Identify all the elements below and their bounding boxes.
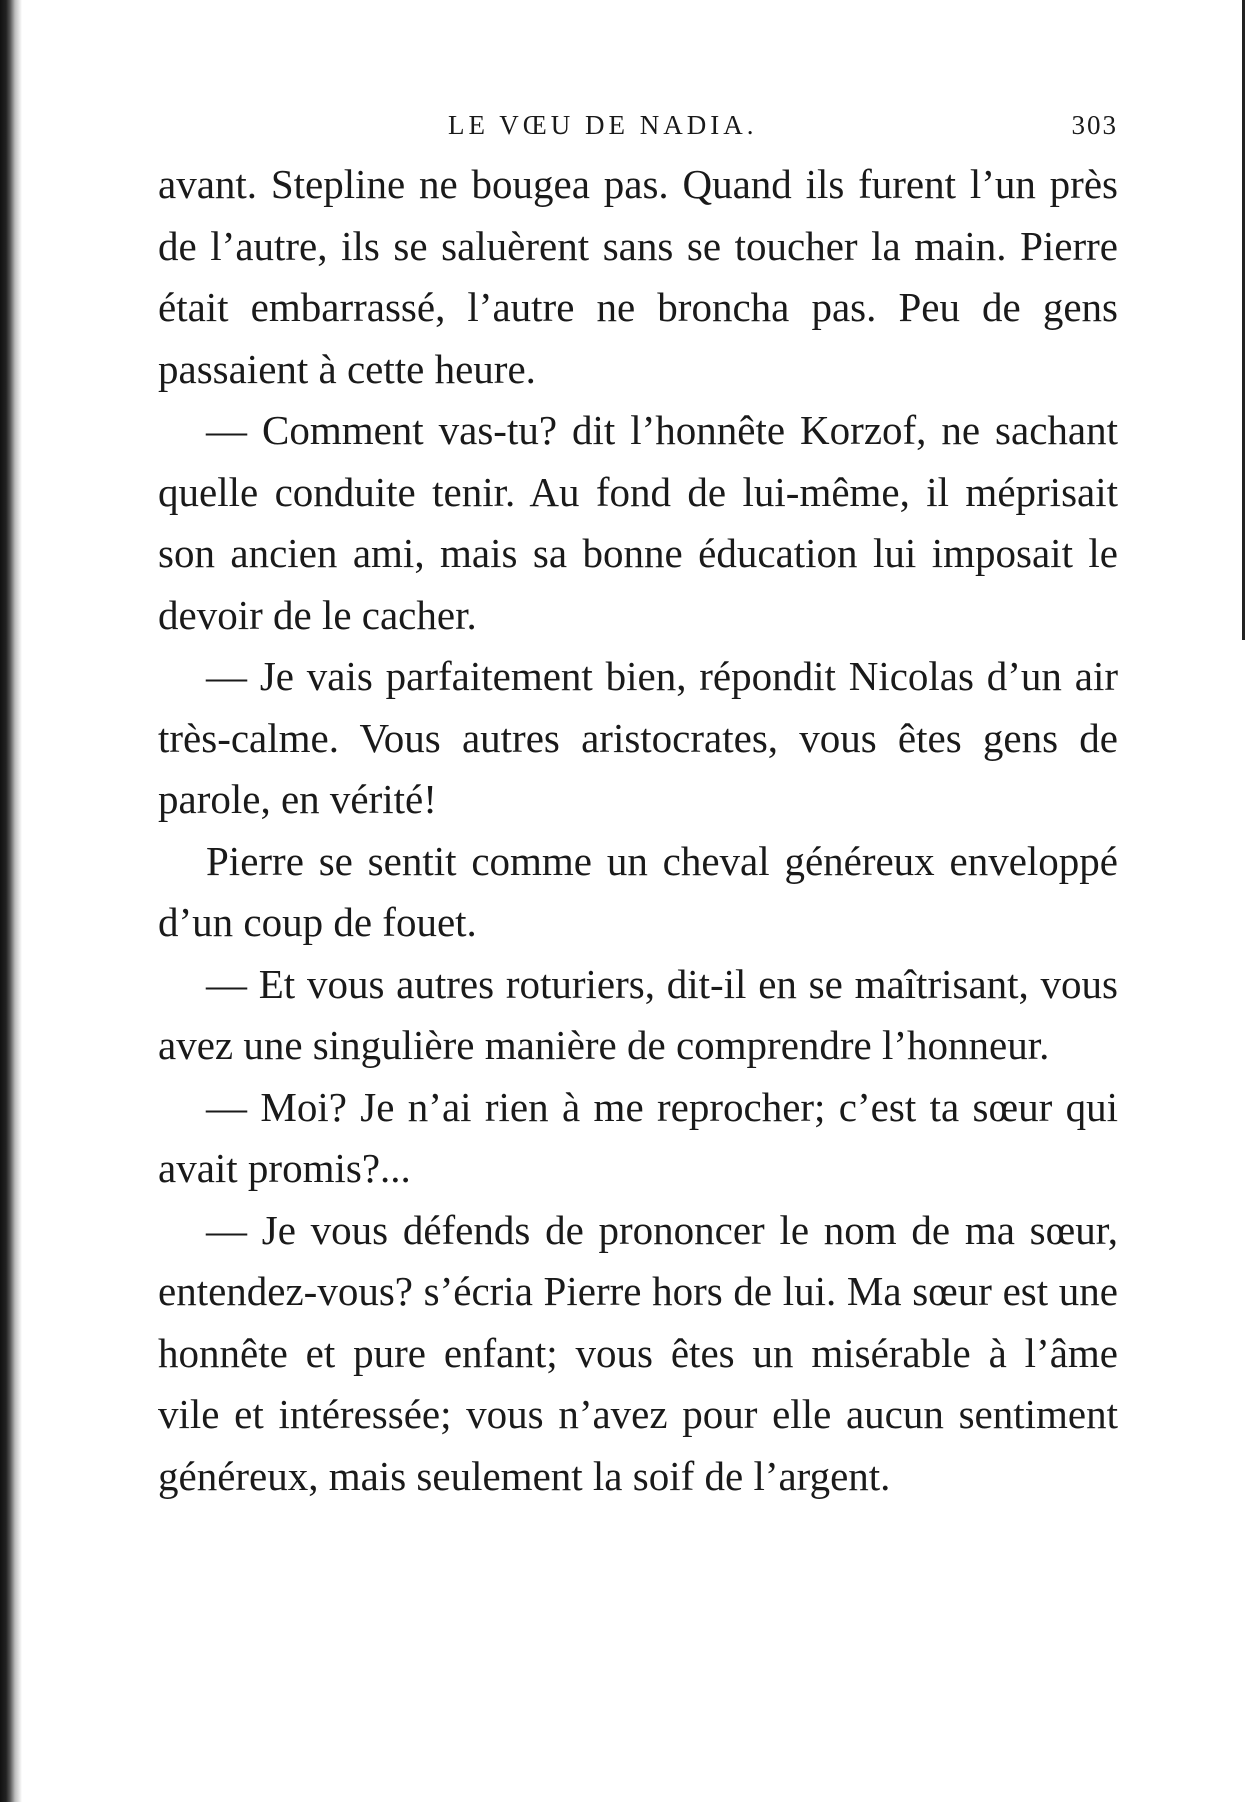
paragraph: — Comment vas-tu? dit l’honnête Korzof, ne sachant quelle conduite tenir. Au fond de lui-même, il méprisait son ancien ami, mais sa bonne éducation lui imposait le devoir de le cacher.	[158, 407, 1118, 638]
paragraph: avant. Stepline ne bougea pas. Quand ils furent l’un près de l’autre, ils se saluèrent sans se toucher la main. Pierre était embarrassé, l’autre ne broncha pas. Peu de gens passaient à cette heure.	[158, 161, 1118, 392]
book-page	[158, 110, 1118, 1507]
paragraph: — Je vous défends de prononcer le nom de ma sœur, entendez-vous? s’écria Pierre hors de lui. Ma sœur est une honnête et pure enfant; vous êtes un misérable à l’âme vile et intéressée; vous n’avez pour elle aucun sentiment généreux, mais seulement la soif de l’argent.	[158, 1206, 1118, 1499]
body-text	[158, 154, 1118, 1507]
paragraph: — Je vais parfaitement bien, répondit Nicolas d’un air très-calme. Vous autres aristocrates, vous êtes gens de parole, en vérité!	[158, 653, 1118, 822]
paragraph: Pierre se sentit comme un cheval généreux enveloppé d’un coup de fouet.	[158, 837, 1118, 945]
page-binding-edge	[0, 0, 22, 1802]
page-number: 303	[1071, 110, 1118, 140]
paragraph: — Moi? Je n’ai rien à me reprocher; c’est ta sœur qui avait promis?...	[158, 1083, 1118, 1191]
running-title: LE VŒU DE NADIA.	[448, 110, 758, 140]
running-head	[158, 110, 1118, 154]
paragraph: — Et vous autres roturiers, dit-il en se maîtrisant, vous avez une singulière manière de comprendre l’honneur.	[158, 960, 1118, 1068]
page-right-edge	[1242, 0, 1253, 640]
